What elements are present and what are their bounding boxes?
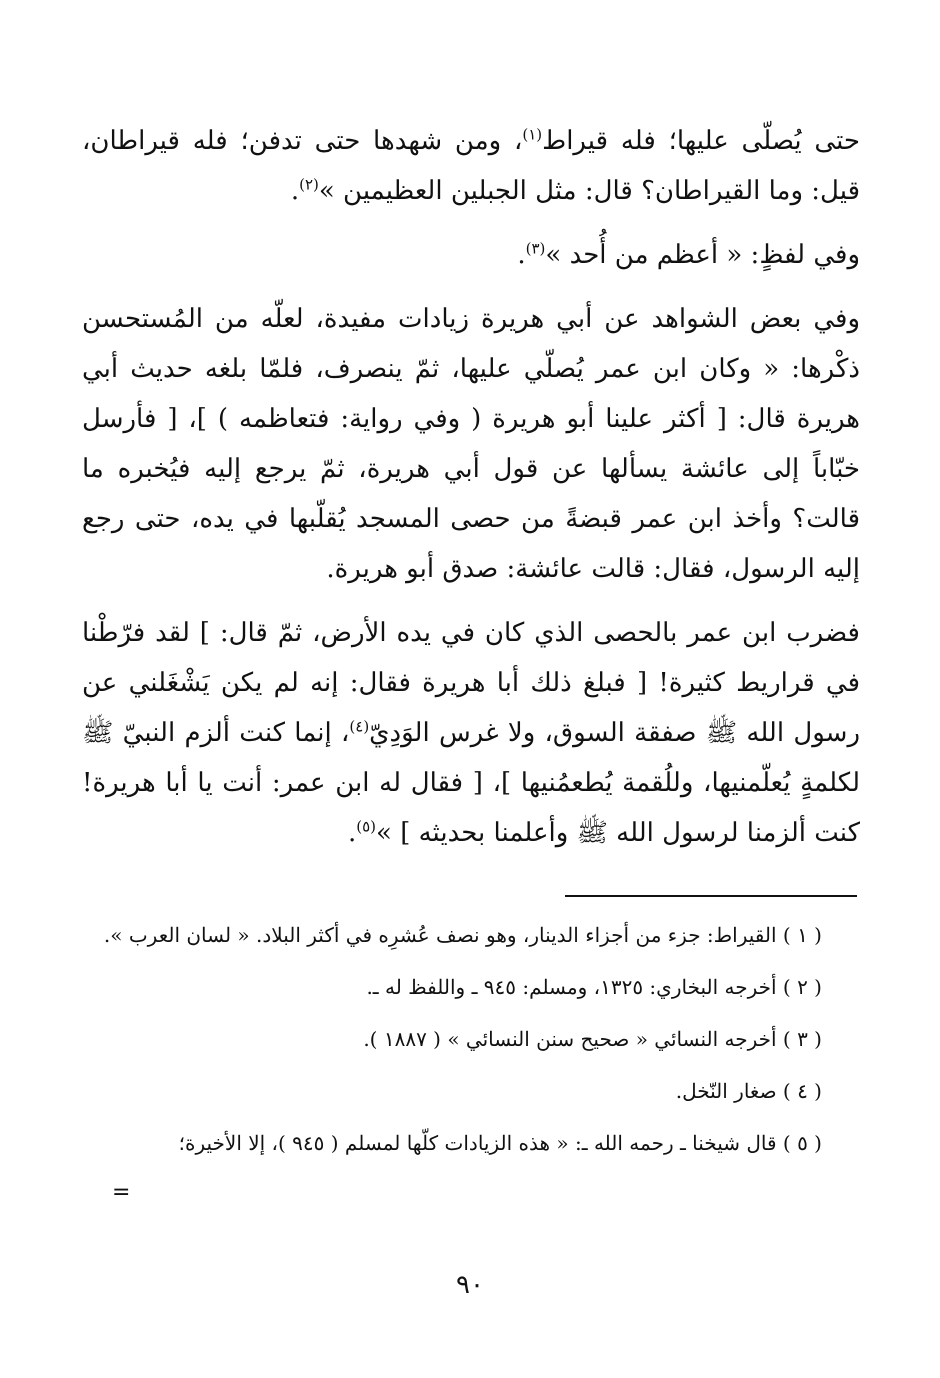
paragraph-3: وفي بعض الشواهد عن أبي هريرة زيادات مفيدة، لعلّه من المُستحسن ذكْرها: « وكان ابن عمر يُصلّي عليها، ثمّ ينصرف، فلمّا بلغه حديث أبي هريرة قال: [ أكثر علينا أبو هريرة ( وفي رواية: فتعاظمه ) ]، [ فأرسل خبّاباً إلى عائشة يسألها عن قول أبي هريرة، ثمّ يرجع إليه فيُخبره ما قالت؟ وأخذ ابن عمر قبضةً من حصى المسجد يُقلّبها في يده، حتى رجع إليه الرسول، فقال: قالت عائشة: صدق أبو هريرة.	[82, 304, 860, 584]
footnote-ref-3: (٣)	[525, 239, 546, 258]
paragraph-4-end: .	[347, 818, 357, 848]
page-number: ٩٠	[456, 1270, 484, 1300]
paragraph-4	[82, 608, 860, 858]
paragraph-4-text-a: فضرب ابن عمر بالحصى الذي كان في يده الأرض، ثمّ قال: ] لقد فرّطْنا في قراريط كثيرة! [ فبلغ ذلك أبا هريرة فقال: إنه لم يكن يَشْغَلني عن رسول الله ﷺ صفقة السوق، ولا غرس الوَدِيّ	[82, 618, 861, 748]
paragraph-2	[82, 230, 860, 280]
paragraph-1-text-a: حتى يُصلّى عليها؛ فله قيراط	[542, 126, 860, 156]
footnote-divider	[565, 895, 857, 897]
footnote-3: ( ٣ ) أخرجه النسائي « صحيح سنن النسائي » ( ١٨٨٧ ).	[363, 1027, 822, 1051]
paragraph-1-end: .	[290, 176, 300, 206]
paragraph-2-end: .	[517, 240, 526, 270]
paragraph-1	[82, 116, 860, 216]
footnote-1: ( ١ ) القيراط: جزء من أجزاء الدينار، وهو نصف عُشرِه في أكثر البلاد. « لسان العرب ».	[103, 923, 822, 947]
main-text	[82, 116, 860, 858]
footnote-4: ( ٤ ) صغار النّخل.	[675, 1079, 822, 1103]
continuation-mark: =	[112, 1180, 131, 1205]
footnote-2: ( ٢ ) أخرجه البخاري: ١٣٢٥، ومسلم: ٩٤٥ ـ واللفظ له ـ.	[366, 975, 822, 999]
paragraph-2-text: وفي لفظٍ: « أعظم من أُحد »	[545, 240, 860, 270]
footnote-ref-1: (١)	[522, 125, 543, 144]
paragraph-1-text-b: ، ومن شهدها حتى تدفن؛ فله قيراطان، قيل: وما القيراطان؟ قال: مثل الجبلين العظيمين »	[82, 126, 860, 206]
footnote-5: ( ٥ ) قال شيخنا ـ رحمه الله ـ: « هذه الزيادات كلّها لمسلم ( ٩٤٥ )، إلا الأخيرة؛	[178, 1131, 822, 1155]
footnotes	[82, 914, 822, 1164]
footnote-ref-5: (٥)	[356, 817, 377, 836]
paragraph-4-text-b: ، إنما كنت ألزم النبيّ ﷺ لكلمةٍ يُعلّمنيها، وللُقمة يُطعمُنيها ]، [ فقال له ابن عمر: أنت يا أبا هريرة! كنت ألزمنا لرسول الله ﷺ وأعلمنا بحديثه ] »	[82, 718, 860, 848]
footnote-ref-2: (٢)	[299, 175, 319, 194]
footnote-ref-4: (٤)	[349, 717, 370, 736]
